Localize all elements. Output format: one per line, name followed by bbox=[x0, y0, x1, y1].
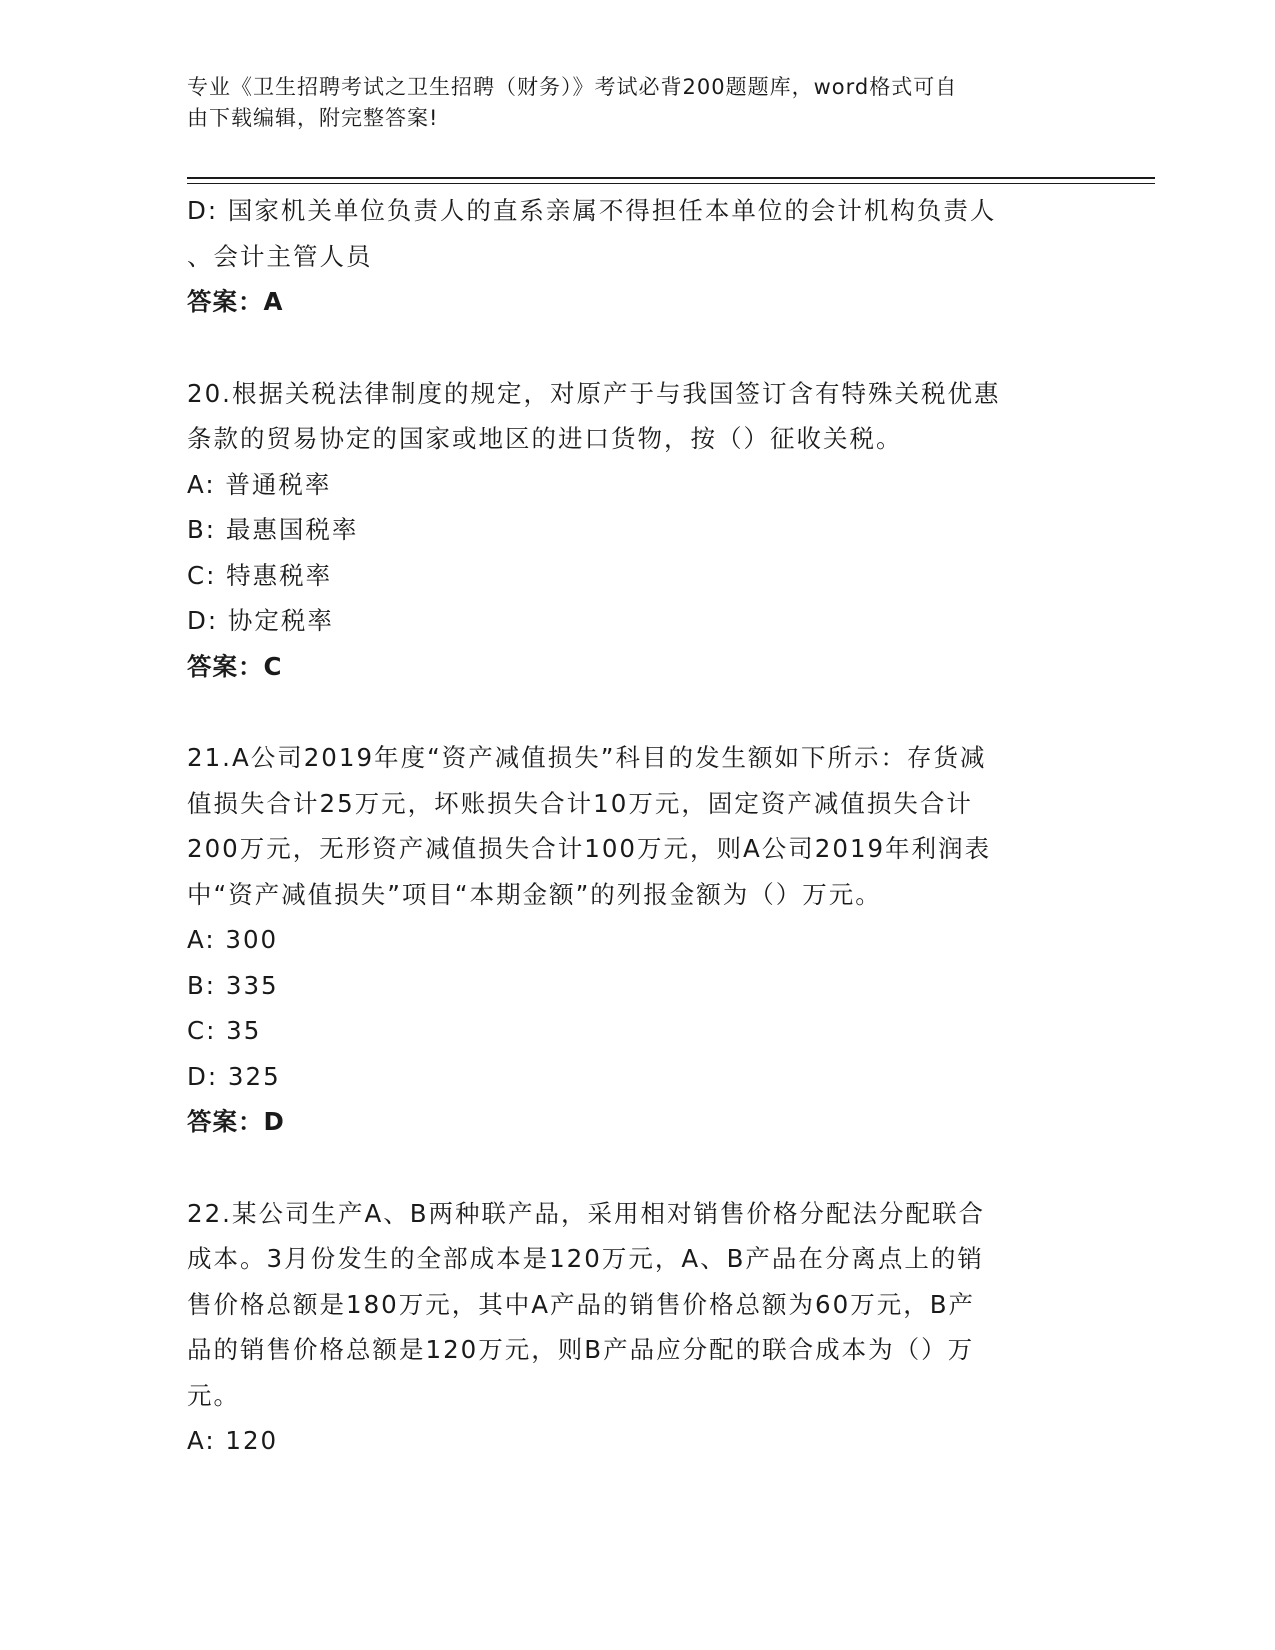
answer-label: 答案：A bbox=[187, 287, 284, 316]
question-block-22 bbox=[187, 1191, 1087, 1464]
option-c: C: 35 bbox=[187, 1016, 262, 1045]
answer-label: 答案：C bbox=[187, 651, 283, 681]
question-text: 200万元，无形资产减值损失合计100万元，则A公司2019年利润表 bbox=[187, 834, 992, 863]
question-text: 20.根据关税法律制度的规定，对原产于与我国签订含有特殊关税优惠 bbox=[187, 378, 1001, 408]
option-d: D: 325 bbox=[187, 1061, 281, 1091]
question-text: 成本。3月份发生的全部成本是120万元，A、B产品在分离点上的销 bbox=[187, 1244, 984, 1273]
option-d-continued: 、会计主管人员 bbox=[187, 241, 373, 271]
header-divider-thick bbox=[187, 177, 1155, 179]
option-a: A: 普通税率 bbox=[187, 469, 332, 499]
option-d: D: 国家机关单位负责人的直系亲属不得担任本单位的会计机构负责人 bbox=[187, 196, 997, 225]
answer-label: 答案：D bbox=[187, 1107, 285, 1136]
question-block-21 bbox=[187, 735, 1087, 1145]
question-list bbox=[187, 188, 1087, 1464]
question-block-19 bbox=[187, 188, 1087, 325]
header-title-line-2: 由下载编辑，附完整答案! bbox=[187, 106, 439, 130]
option-c: C: 特惠税率 bbox=[187, 560, 333, 590]
question-text: 值损失合计25万元，坏账损失合计10万元，固定资产减值损失合计 bbox=[187, 788, 973, 818]
question-text: 中“资产减值损失”项目“本期金额”的列报金额为（）万元。 bbox=[187, 879, 882, 909]
question-text: 售价格总额是180万元，其中A产品的销售价格总额为60万元，B产 bbox=[187, 1289, 976, 1319]
header-title-line-1: 专业《卫生招聘考试之卫生招聘（财务）》考试必背200题题库，word格式可自 bbox=[187, 75, 958, 99]
header-divider-thin bbox=[187, 183, 1155, 184]
question-text: 21.A公司2019年度“资产减值损失”科目的发生额如下所示：存货减 bbox=[187, 743, 987, 772]
question-text: 条款的贸易协定的国家或地区的进口货物，按（）征收关税。 bbox=[187, 424, 903, 453]
option-a: A: 300 bbox=[187, 925, 279, 954]
spacer bbox=[187, 325, 1087, 371]
spacer bbox=[187, 1145, 1087, 1191]
document-header bbox=[187, 72, 1087, 134]
option-b: B: 335 bbox=[187, 970, 279, 1000]
spacer bbox=[187, 689, 1087, 735]
question-block-20 bbox=[187, 371, 1087, 690]
option-b: B: 最惠国税率 bbox=[187, 515, 359, 544]
question-text: 元。 bbox=[187, 1380, 240, 1410]
question-text: 22.某公司生产A、B两种联产品，采用相对销售价格分配法分配联合 bbox=[187, 1198, 986, 1228]
question-text: 品的销售价格总额是120万元，则B产品应分配的联合成本为（）万 bbox=[187, 1335, 975, 1364]
option-d: D: 协定税率 bbox=[187, 606, 334, 635]
option-a: A: 120 bbox=[187, 1426, 279, 1455]
